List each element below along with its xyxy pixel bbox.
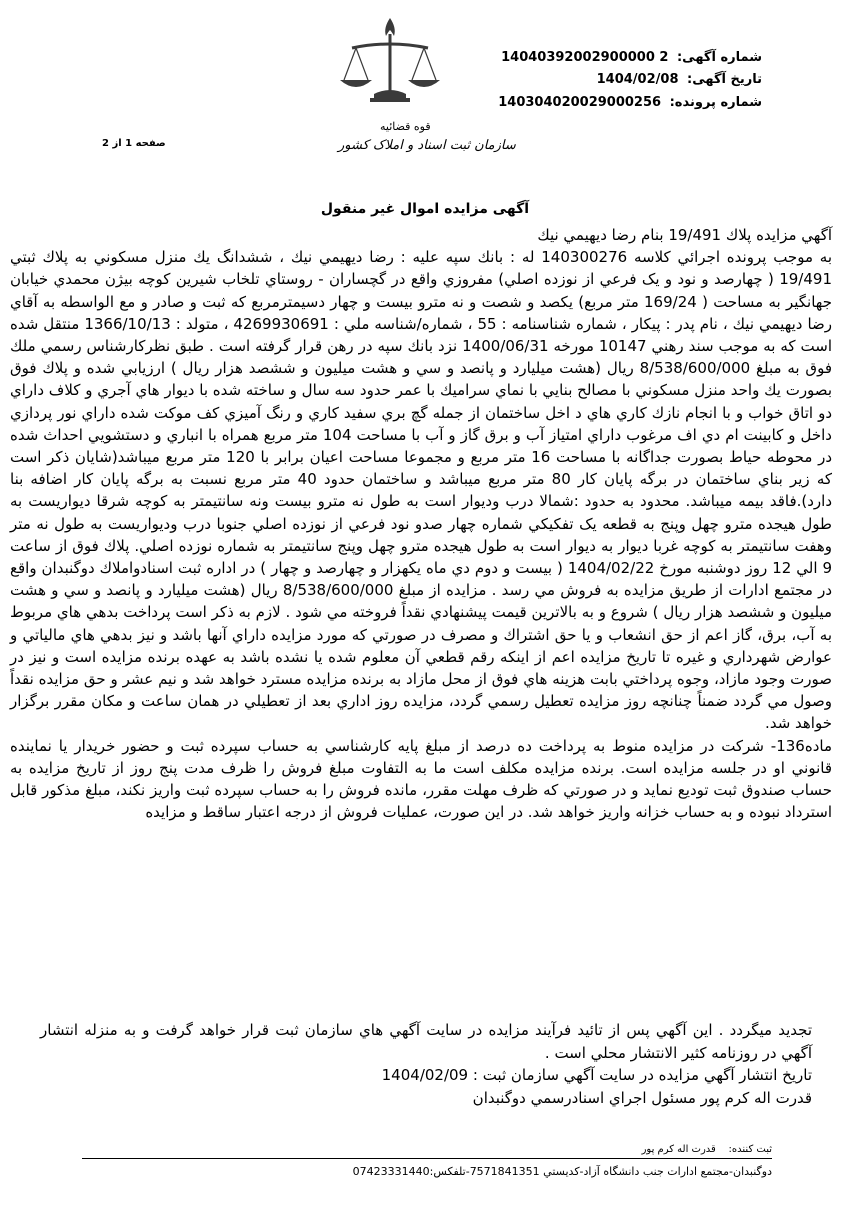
ad-number-value: 14040392002900000 2 xyxy=(501,50,669,65)
ad-number-label: شماره آگهی: xyxy=(676,50,762,65)
file-number xyxy=(498,95,762,110)
document-title: آگهی مزایده اموال غیر منقول xyxy=(320,201,530,217)
org-line-2: سازمان ثبت اسناد و املاک کشور xyxy=(338,138,516,153)
footer-notes xyxy=(40,1019,812,1109)
registrar xyxy=(642,1144,772,1155)
ad-date-value: 1404/02/08 xyxy=(596,72,679,87)
body-paragraph: به موجب پرونده اجرائي كلاسه 140300276 له : بانك سپه عليه : رضا ديهيمي نيك ، ششدانگ يك منزل مسكوني به پلاك ثبتي 19/491 ( چهارصد و نود و يک فرعي از نوزده اصلي) مفروزي واقع در گچساران - روستاي تلخاب شيرين كوچه بيژن محمدي خيابان جهانگير به مساحت ( 169/24 متر مربع) يكصد و شصت و نه مترو بيست و چهار دسيمترمربع كه ثبت و صادر و مع الواسطه به آقاي رضا ديهيمي نيك ، نام پدر : پيكار ، شماره شناسنامه : 55 ، شماره/شناسه ملي : 4269930691 ، متولد : 1366/10/13 منتقل شده است كه به موجب سند رهني 10147 مورخه 1400/06/31 نزد بانك سپه در رهن قرار گرفته است . طبق نظركارشناس رسمي ملك فوق به مبلغ 8/538/600/000 ريال (هشت ميليارد و پانصد و سي و هشت ميليون و ششصد هزار ريال ) ارزيابي شده و پلاك فوق بصورت يك واحد منزل مسكوني با مصالح بنايي با نماي سراميك با عمر حدود سه سال و ساخته شده با ديوار هاي آجري و كلاف داراي دو اتاق خواب و با انجام نازك كاري هاي د اخل ساختمان از جمله گچ بري سفيد كاري و رنگ آميزي كف موكت شده داراي نور پردازي داخل و كابينت ام دي اف مرغوب داراي امتياز آب و برق گاز و آب با مساحت 104 متر مربع همراه با انباري و دستشويي احداث شده در محوطه حياط بصورت جداگانه با مساحت 16 متر مربع و مجموعا مساحت اعيان برابر با 120 متر مربع ميباشد(شايان ذكر است كه زير بناي ساختمان در برگه پايان كار 80 متر مربع ميباشد و ساختمان حدود 40 متر مربع نسبت به برگه پايان كار اضافه بنا دارد).فاقد بيمه ميباشد. محدود به حدود :شمالا درب وديوار است به طول نه مترو بيست ونه سانتيمتر به كوچه شرقا ديواريست به طول هيجده مترو چهل وپنج به قطعه يک تفكيكي شماره چهار صدو نود فرعي از نوزده اصلي جنوبا درب وديواريست به طول نه متر وهفت سانتيمتر به كوچه غربا ديوار به ديوار است به طول هيجده مترو چهل وپنج سانتيمتر به شماره نوزده اصلي. پلاك فوق از ساعت 9 الي 12 روز دوشنبه مورخ 1404/02/22 ( بيست و دوم دي ماه يكهزار و چهارصد و چهار ) در اداره ثبت اسنادواملاك دوگنبدان واقع در مجتمع ادارات از طريق مزايده به فروش مي رسد . مزايده از مبلغ 8/538/600/000 ريال (هشت ميليارد و پانصد و سي و هشت ميليون و ششصد هزار ريال ) شروع و به بالاترين قيمت پيشنهادي نقداً فروخته مي شود . لازم به ذكر است پرداخت بدهي هاي مربوط به آب، برق، گاز اعم از حق انشعاب و يا حق اشتراك و مصرف در صورتي كه مورد مزايده داراي آنها باشد و نيز بدهي هاي مالياتي و عوارض شهرداري و غيره تا تاريخ مزايده اعم از اينكه رقم قطعي آن معلوم شده يا نشده باشد به عهده برنده مزايده است و نيز در صورت وجود مازاد، وجوه پرداختي بابت هزينه هاي فوق از محل مازاد به برنده مزايده مسترد خواهد شد و نيم عشر و حق مزايده نقداً وصول مي گردد ضمناً چنانچه روز مزايده تعطيل رسمي گردد، مزايده روز اداري بعد از تعطيلي در همان ساعت و مكان مقرر برگزار خواهد شد. xyxy=(10,248,833,733)
page-number: صفحه 1 از 2 xyxy=(102,138,166,149)
ad-date-label: تاریخ آگهی: xyxy=(687,72,762,87)
office-address: دوگنبدان-مجتمع ادارات جنب دانشگاه آزاد-كديستي 7571841351-تلفكس:07423331440 xyxy=(352,1165,772,1178)
ad-number xyxy=(501,50,762,65)
footer-divider xyxy=(82,1158,772,1159)
emblem-svg xyxy=(330,14,450,124)
registrar-label: ثبت كننده: xyxy=(728,1144,772,1155)
footer-line: قدرت اله كرم پور مسئول اجراي اسنادرسمي دوگنبدان xyxy=(472,1088,812,1107)
body-paragraph: ماده136- شركت در مزايده منوط به پرداخت ده درصد از مبلغ پايه كارشناسي به حساب سپرده ثبت و حضور خريدار يا نماينده قانوني او در جلسه مزايده است. برنده مزايده مكلف است ما به التفاوت مبلغ فروش را ظرف مدت پنج روز از تاريخ مزايده به حساب صندوق ثبت توديع نمايد و در صورتي كه ظرف مهلت مقرر، مانده فروش را به حساب سپرده ثبت واريز نكند، مبلغ مذكور قابل استرداد نبوده و به حساب خزانه واريز خواهد شد. در اين صورت، عمليات فروش از درجه اعتبار ساقط و مزايده xyxy=(10,736,832,822)
footer-line: تاريخ انتشار آگهي مزايده در سايت آگهي سازمان ثبت : 1404/02/09 xyxy=(381,1066,812,1084)
footer-line: تجديد ميگردد . اين آگهي پس از تائيد فرآيند مزايده در سايت آگهي هاي سازمان ثبت قرار خواهد گرفت و به منزله انتشار آگهي در روزنامه كثير الانتشار محلي است . xyxy=(40,1021,812,1062)
body-paragraph: آگهي مزايده پلاك 19/491 بنام رضا ديهيمي نيك xyxy=(537,226,832,244)
ad-date xyxy=(597,72,762,87)
document-body xyxy=(10,224,832,823)
file-number-value: 140304020029000256 xyxy=(498,95,662,110)
org-line-1: قوه قضائیه xyxy=(380,120,431,133)
registrar-name: قدرت اله كرم پور xyxy=(641,1144,716,1155)
file-number-label: شماره پرونده: xyxy=(669,95,762,110)
